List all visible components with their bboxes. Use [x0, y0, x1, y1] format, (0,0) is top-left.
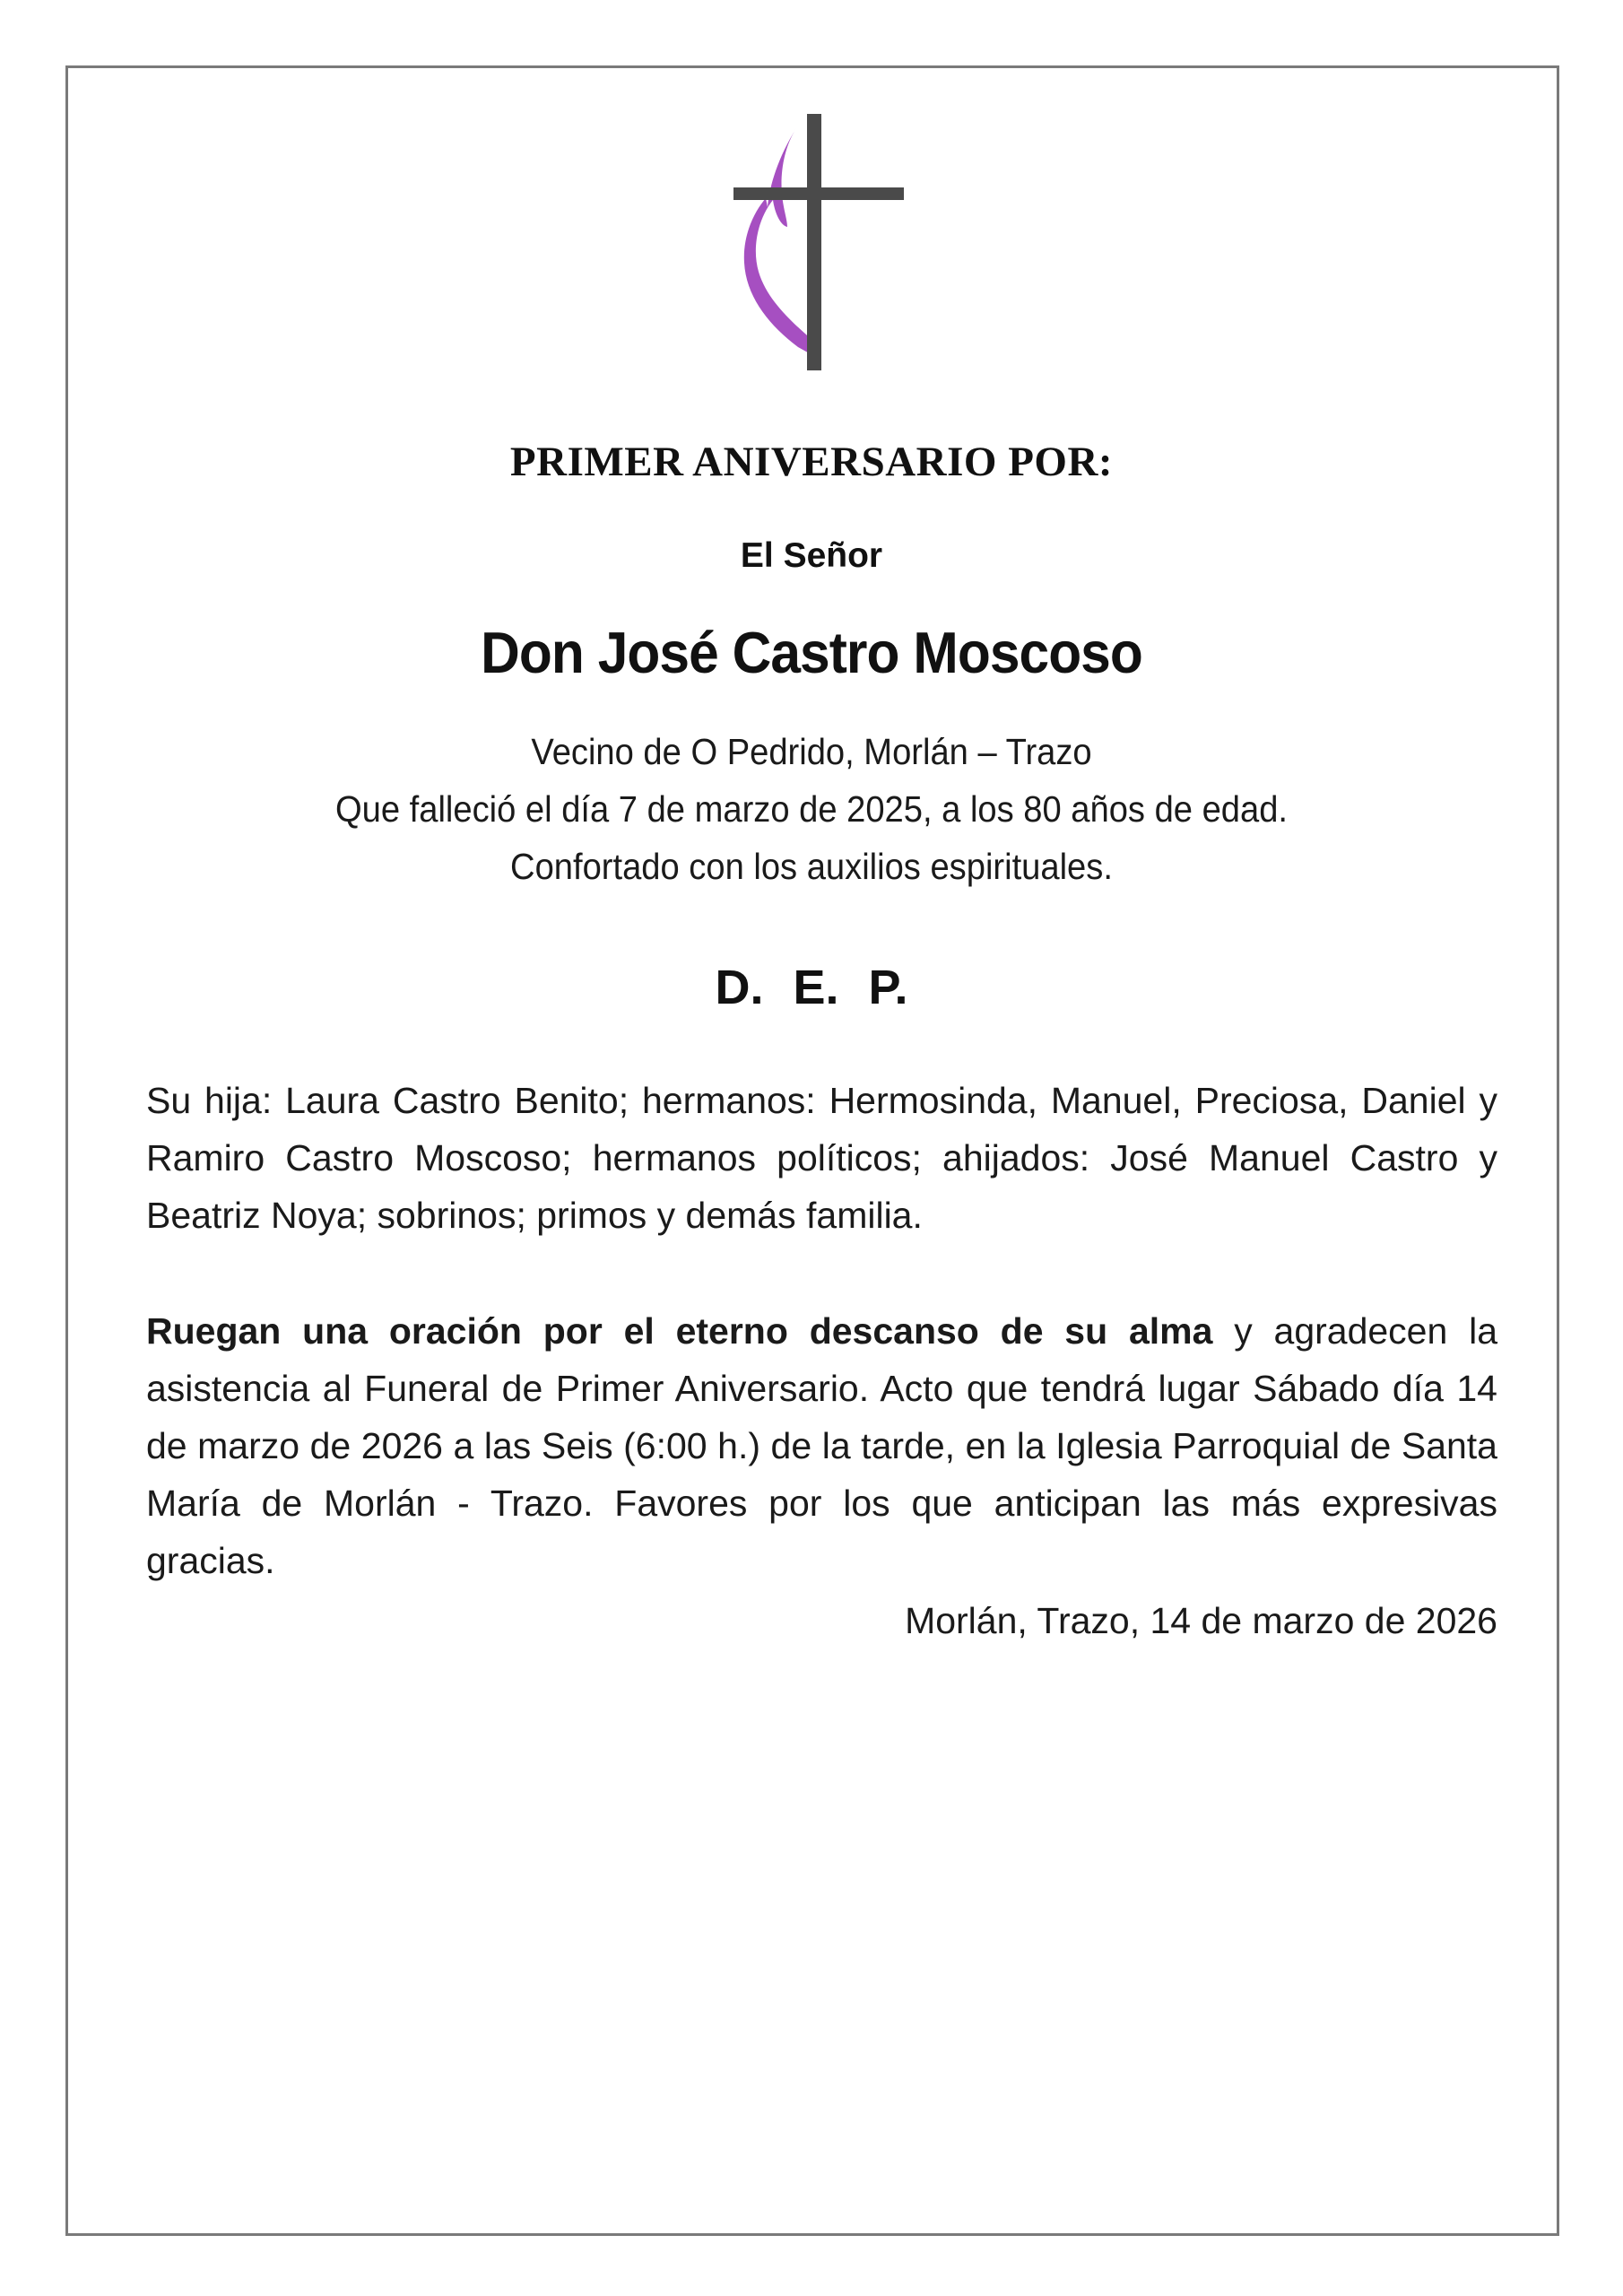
death-date-line: Que falleció el día 7 de marzo de 2025, a los 80 años de edad.	[334, 788, 1289, 830]
place-date-signoff: Morlán, Trazo, 14 de marzo de 2026	[905, 1600, 1497, 1641]
sacraments-line: Confortado con los auxilios espirituales.	[510, 846, 1113, 887]
prayer-paragraph	[146, 1302, 1497, 1589]
ceremony-details: y agradecen la asistencia al Funeral de Primer Aniversario. Acto que tendrá lugar Sábado día 14 de marzo de 2026 a las Seis (6:00 h.) de la tarde, en la Iglesia Parroquial de Santa María de Morlán - Trazo. Favores por los que anticipan las más expresivas gracias.	[146, 1310, 1498, 1581]
family-paragraph: Su hija: Laura Castro Benito; hermanos: Hermosinda, Manuel, Preciosa, Daniel y Ramiro Castro Moscoso; hermanos políticos; ahijados: José Manuel Castro y Beatriz Noya; sobrinos; primos y demás familia.	[146, 1080, 1497, 1236]
honorific: El Señor	[740, 536, 883, 575]
rip-abbreviation: D. E. P.	[715, 961, 908, 1014]
deceased-name: Don José Castro Moscoso	[481, 620, 1142, 685]
cross-with-flame-icon	[733, 112, 904, 372]
prayer-request: Ruegan una oración por el eterno descanso de su alma	[146, 1310, 1213, 1352]
cross-icon	[733, 114, 904, 370]
notice-heading: PRIMER ANIVERSARIO POR:	[509, 439, 1114, 485]
residence-line: Vecino de O Pedrido, Morlán – Trazo	[531, 731, 1092, 772]
flame-icon	[744, 128, 814, 356]
deceased-info	[56, 723, 1566, 895]
